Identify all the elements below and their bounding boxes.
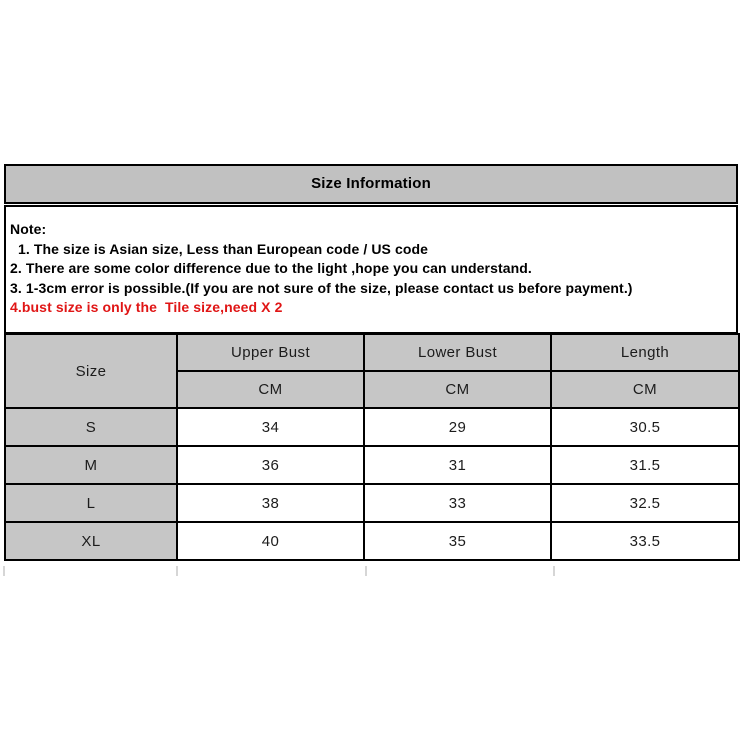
value-cell: 36: [177, 446, 364, 484]
value-cell: 31: [364, 446, 551, 484]
value-cell: 33.5: [551, 522, 739, 560]
table-row: [5, 484, 739, 522]
column-header-lower-bust: Lower Bust: [364, 334, 551, 371]
table-row: [5, 408, 739, 446]
unit-cell: CM: [551, 371, 739, 408]
table-row: [5, 446, 739, 484]
value-cell: 35: [364, 522, 551, 560]
value-cell: 30.5: [551, 408, 739, 446]
value-cell: 31.5: [551, 446, 739, 484]
size-cell: XL: [5, 522, 177, 560]
note-line: 3. 1-3cm error is possible.(If you are not sure of the size, please contact us before payment.): [10, 279, 633, 296]
size-table: [4, 333, 740, 561]
note-line: 1. The size is Asian size, Less than European code / US code: [10, 240, 429, 257]
gridline-tick: [3, 566, 5, 576]
size-corner-header: Size: [5, 334, 177, 408]
size-cell: L: [5, 484, 177, 522]
size-information-title: Size Information: [311, 175, 431, 192]
column-header-length: Length: [551, 334, 739, 371]
value-cell: 40: [177, 522, 364, 560]
size-cell: M: [5, 446, 177, 484]
value-cell: 32.5: [551, 484, 739, 522]
unit-cell: CM: [364, 371, 551, 408]
value-cell: 38: [177, 484, 364, 522]
note-line: 2. There are some color difference due to the light ,hope you can understand.: [10, 260, 532, 276]
value-cell: 34: [177, 408, 364, 446]
value-cell: 29: [364, 408, 551, 446]
value-cell: 33: [364, 484, 551, 522]
note-line-warning: 4.bust size is only the Tile size,need X 2: [10, 299, 283, 315]
column-header-upper-bust: Upper Bust: [177, 334, 364, 371]
notes-box: [4, 205, 738, 334]
size-cell: S: [5, 408, 177, 446]
notes-title: Note:: [10, 221, 47, 237]
table-row: [5, 522, 739, 560]
gridline-tick: [553, 566, 555, 576]
unit-cell: CM: [177, 371, 364, 408]
gridline-tick: [365, 566, 367, 576]
table-header-row: [5, 334, 739, 371]
gridline-tick: [176, 566, 178, 576]
size-information-header: [4, 164, 738, 204]
